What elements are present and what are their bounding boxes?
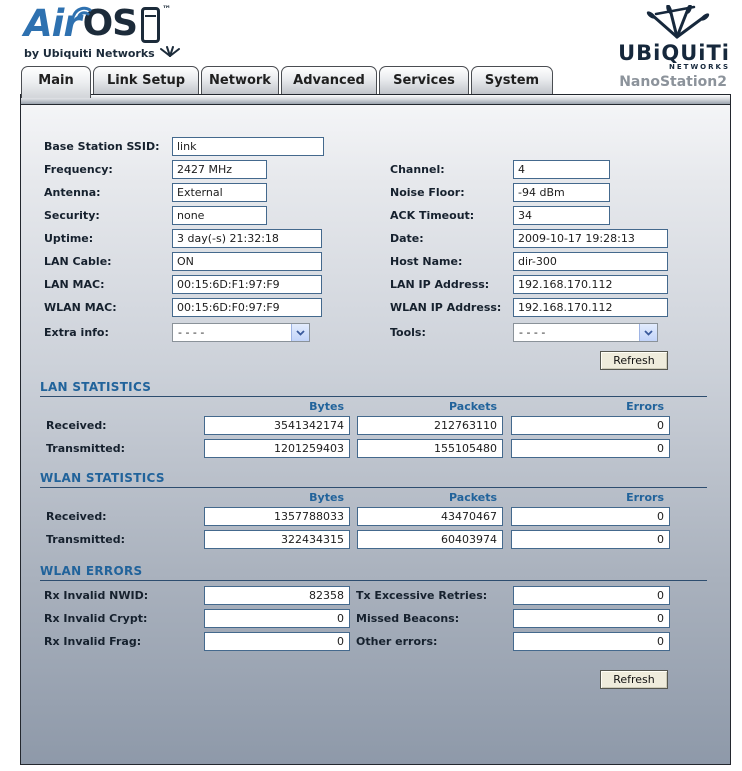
wlan-received-label: Received:	[46, 510, 107, 523]
other-errors-field[interactable]	[513, 632, 670, 651]
lan-transmitted-label: Transmitted:	[46, 442, 126, 455]
lan-received-errors-field[interactable]	[511, 416, 670, 435]
device-model-label: NanoStation2	[619, 74, 727, 90]
rx-invalid-crypt-label: Rx Invalid Crypt:	[44, 612, 148, 625]
wlan-stats-header-row	[40, 490, 730, 506]
wlan-received-packets-field[interactable]	[357, 507, 503, 526]
security-field[interactable]	[172, 206, 267, 225]
status-row	[40, 136, 730, 159]
column-header-packets: Packets	[449, 400, 497, 413]
lan-transmitted-bytes-field[interactable]	[204, 439, 350, 458]
chevron-down-icon	[639, 324, 657, 341]
column-header-packets: Packets	[449, 491, 497, 504]
frequency-field[interactable]	[172, 160, 267, 179]
antenna-icon	[600, 5, 712, 43]
tab-bar	[21, 66, 553, 94]
chevron-down-icon	[291, 324, 309, 341]
refresh-button-top[interactable]: Refresh	[600, 351, 668, 370]
section-title-lan-statistics: LAN STATISTICS	[40, 380, 707, 397]
table-row	[40, 608, 730, 631]
refresh-row-bottom	[40, 670, 730, 690]
column-header-errors: Errors	[626, 491, 664, 504]
logo-air-text: Air	[24, 2, 81, 45]
table-row	[40, 585, 730, 608]
wlan-transmitted-label: Transmitted:	[46, 533, 126, 546]
logo-os-text: OS	[82, 3, 138, 44]
tab-advanced[interactable]: Advanced	[281, 66, 377, 94]
lan-received-bytes-field[interactable]	[204, 416, 350, 435]
status-row	[40, 274, 730, 297]
refresh-button-bottom[interactable]: Refresh	[600, 670, 668, 689]
status-row	[40, 205, 730, 228]
lan-transmitted-packets-field[interactable]	[357, 439, 503, 458]
ubiquiti-logo	[600, 5, 730, 71]
panel-top-bar	[21, 95, 730, 105]
lan-transmitted-errors-field[interactable]	[511, 439, 670, 458]
wlan-ip-field[interactable]	[513, 298, 668, 317]
antenna-small-icon	[159, 45, 181, 61]
host-name-field[interactable]	[513, 252, 668, 271]
lan-ip-label: LAN IP Address:	[390, 278, 490, 291]
status-row	[40, 251, 730, 274]
nanostation-device-icon	[141, 7, 160, 43]
uptime-field[interactable]	[172, 229, 322, 248]
ack-timeout-label: ACK Timeout:	[390, 209, 475, 222]
other-errors-label: Other errors:	[356, 635, 438, 648]
missed-beacons-label: Missed Beacons:	[356, 612, 460, 625]
status-row	[40, 182, 730, 205]
tx-excessive-retries-field[interactable]	[513, 586, 670, 605]
table-row	[40, 506, 730, 529]
table-row	[40, 529, 730, 552]
tab-network[interactable]: Network	[201, 66, 279, 94]
trademark-symbol: ™	[162, 5, 172, 15]
brand-name: UBiQUiTi	[618, 41, 730, 65]
rx-invalid-frag-label: Rx Invalid Frag:	[44, 635, 142, 648]
rx-invalid-nwid-field[interactable]	[204, 586, 350, 605]
wlan-received-errors-field[interactable]	[511, 507, 670, 526]
brand-networks: NETWORKS	[669, 63, 730, 71]
extra-info-select[interactable]	[172, 323, 310, 342]
tools-value: - - - -	[519, 326, 546, 339]
missed-beacons-field[interactable]	[513, 609, 670, 628]
status-row	[40, 159, 730, 182]
wlan-mac-field[interactable]	[172, 298, 322, 317]
lan-received-packets-field[interactable]	[357, 416, 503, 435]
tab-link-setup[interactable]: Link Setup	[93, 66, 199, 94]
ack-timeout-field[interactable]	[513, 206, 610, 225]
host-name-label: Host Name:	[390, 255, 463, 268]
rx-invalid-crypt-field[interactable]	[204, 609, 350, 628]
signal-arcs-icon	[70, 1, 96, 21]
wlan-transmitted-bytes-field[interactable]	[204, 530, 350, 549]
extra-info-label: Extra info:	[44, 326, 109, 339]
table-row	[40, 438, 730, 461]
antenna-label: Antenna:	[44, 186, 101, 199]
main-content	[21, 105, 730, 764]
date-field[interactable]	[513, 229, 668, 248]
column-header-bytes: Bytes	[309, 400, 344, 413]
lan-stats-header-row	[40, 399, 730, 415]
channel-field[interactable]	[513, 160, 610, 179]
table-row	[40, 631, 730, 654]
frequency-label: Frequency:	[44, 163, 113, 176]
wlan-transmitted-errors-field[interactable]	[511, 530, 670, 549]
tab-services[interactable]: Services	[379, 66, 469, 94]
channel-label: Channel:	[390, 163, 445, 176]
tools-select[interactable]	[513, 323, 658, 342]
section-title-wlan-errors: WLAN ERRORS	[40, 564, 707, 581]
main-panel	[20, 94, 731, 765]
lan-ip-field[interactable]	[513, 275, 668, 294]
uptime-label: Uptime:	[44, 232, 94, 245]
security-label: Security:	[44, 209, 100, 222]
base-station-ssid-field[interactable]	[172, 137, 324, 156]
date-label: Date:	[390, 232, 424, 245]
tools-row	[40, 322, 730, 346]
logo-byline: by Ubiquiti Networks	[24, 46, 155, 60]
tools-label: Tools:	[390, 326, 426, 339]
wlan-received-bytes-field[interactable]	[204, 507, 350, 526]
lan-mac-label: LAN MAC:	[44, 278, 105, 291]
tab-system[interactable]: System	[471, 66, 553, 94]
wlan-transmitted-packets-field[interactable]	[357, 530, 503, 549]
airos-logo	[24, 4, 181, 61]
table-row	[40, 415, 730, 438]
noise-floor-field[interactable]	[513, 183, 610, 202]
rx-invalid-nwid-label: Rx Invalid NWID:	[44, 589, 149, 602]
column-header-errors: Errors	[626, 400, 664, 413]
wlan-ip-label: WLAN IP Address:	[390, 301, 502, 314]
tx-excessive-retries-label: Tx Excessive Retries:	[356, 589, 488, 602]
status-row	[40, 297, 730, 320]
antenna-field[interactable]	[172, 183, 267, 202]
noise-floor-label: Noise Floor:	[390, 186, 465, 199]
column-header-bytes: Bytes	[309, 491, 344, 504]
lan-received-label: Received:	[46, 419, 107, 432]
wlan-mac-label: WLAN MAC:	[44, 301, 117, 314]
tab-main[interactable]: Main	[21, 66, 91, 98]
base-station-ssid-label: Base Station SSID:	[44, 140, 160, 153]
extra-info-value: - - - -	[178, 326, 205, 339]
status-row	[40, 228, 730, 251]
lan-mac-field[interactable]	[172, 275, 322, 294]
refresh-row-top	[40, 351, 730, 371]
section-title-wlan-statistics: WLAN STATISTICS	[40, 471, 707, 488]
lan-cable-field[interactable]	[172, 252, 322, 271]
rx-invalid-frag-field[interactable]	[204, 632, 350, 651]
lan-cable-label: LAN Cable:	[44, 255, 112, 268]
